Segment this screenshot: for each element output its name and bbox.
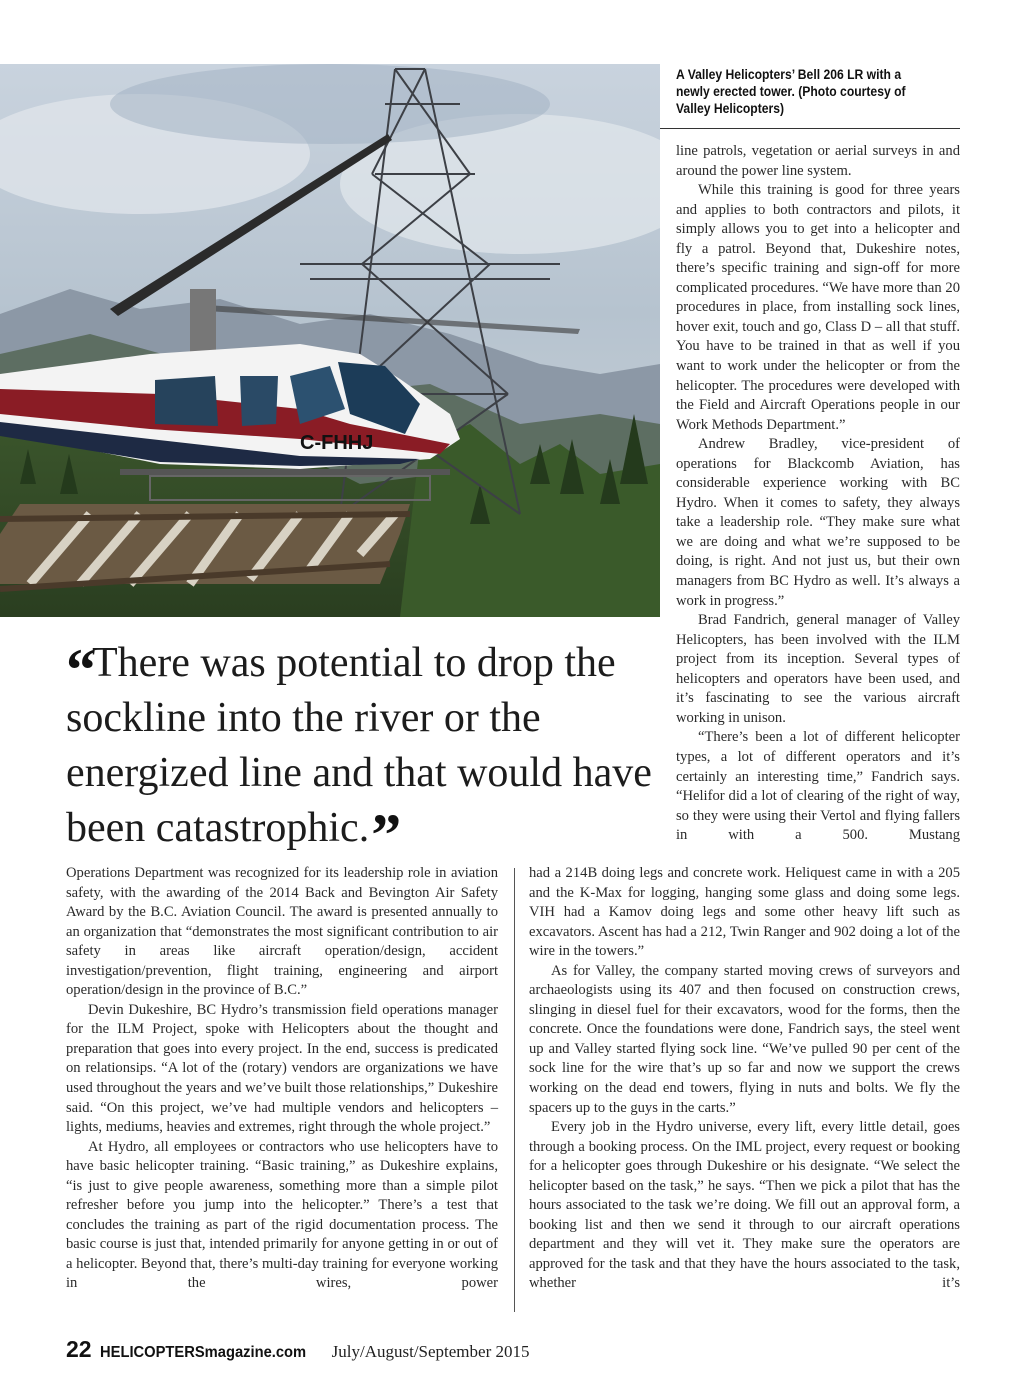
caption-divider (660, 128, 960, 129)
page-footer (66, 1336, 530, 1370)
paragraph: Operations Department was recognized for its leadership role in aviation safety, with the awarding of the 2014 Back and Bevington Air Safety Award by the B.C. Aviation Council. The award is presented annually to an organization that “demonstrates the most significant contribution to air safety in areas like aircraft operation/design, accident investigation/prevention, flight training, engineering and airport operation/design in the province of B.C.” (66, 865, 498, 999)
photo-caption: A Valley Helicopters’ Bell 206 LR with a newly erected tower. (Photo courtesy of Valley Helicopters) (676, 67, 906, 116)
paragraph: had a 214B doing legs and concrete work. Heliquest came in with a 205 and the K-Max for logging, hanging some glass and doing some legs. VIH had a Kamov doing legs and some other heavy lift such as excavators. Ascent has had a 212, Twin Ranger and 902 doing a lot of the wire in the towers.” (529, 865, 960, 960)
paragraph: At Hydro, all employees or contractors who use helicopters have to have basic helicopter training. “Basic training,” as Dukeshire explains, “is just to give people awareness, something more than a simple pilot refresher before you jump into the helicopter.” There’s a test that concludes the training as part of the rigid documentation process. The basic course is just that, intended primarily for anyone getting in or out of a helicopter. Beyond that, there’s multi-day training for everyone working in the wires, power (66, 1138, 498, 1292)
paragraph: “There’s been a lot of different helicopter types, a lot of different operators and it’s certainly an interesting time,” Fandrich says. “Helifor did a lot of clearing of the right of way, so they were using their Vertol and flying fallers in with a 500. Mustang (676, 729, 960, 844)
page-number: 22 (66, 1336, 92, 1362)
column-divider (514, 868, 515, 1312)
pull-quote-text: There was potential to drop the sockline into the river or the energized line and that would have been catastrophic. (66, 640, 652, 851)
helicopter-photo (0, 64, 660, 617)
paragraph: Every job in the Hydro universe, every lift, every little detail, goes through a booking process. On the IML project, every request or booking for a helicopter goes through Dukeshire or his designate. “We select the helicopter based on the task,” he says. “Then we pick a pilot that has the hours associated to the task we’re doing. We fill out an approval form, a booking list and then we send it through to our aircraft operations department and they will vet it. They make sure the operators are approved for the task and that they have the hours associated to the task, whether it’s (529, 1119, 960, 1292)
paragraph: Andrew Bradley, vice-president of operations for Blackcomb Aviation, has considerable experience working with BC Hydro. When it comes to safety, they always take a leadership role. “They make sure what we are doing and what we’re supposed to be doing, is right. And not just us, but their own managers from BC Hydro as well. It’s always a work in progress.” (676, 436, 960, 609)
paragraph: While this training is good for three years and applies to both contractors and pilots, it simply allows you to get into a helicopter and fly a patrol. Beyond that, Dukeshire notes, there’s specific training and sign-off for more complicated procedures. “We have more than 20 procedures in place, from installing sock lines, hover exit, touch and go, Class D – all that stuff. You have to be trained in that as well if you want to work under the helicopter or from the helicopter. The procedures were developed with the Field and Aircraft Operations people in our Work Methods Department.” (676, 182, 960, 433)
left-column-text (66, 864, 498, 1294)
issue-date: July/August/September 2015 (331, 1342, 530, 1361)
right-column-text (676, 142, 960, 846)
close-quote-mark: ” (371, 802, 394, 868)
paragraph: line patrols, vegetation or aerial surveys in and around the power line system. (676, 143, 960, 179)
helicopter-registration: C-FHHJ (300, 432, 374, 454)
paragraph: Devin Dukeshire, BC Hydro’s transmission field operations manager for the ILM Project, spoke with Helicopters about the thought and preparation that goes into every project. In the end, success is predicated on relationsips. “A lot of the (rotary) vendors are organizations we have used throughout the years and we’ve built those relationships,” Dukeshire said. “On this project, we’ve had multiple vendors and helicopters – lights, mediums, heavies and extremes, right through the whole project.” (66, 1001, 498, 1136)
open-quote-mark: “ (66, 637, 88, 703)
paragraph: As for Valley, the company started moving crews of surveyors and archaeologists using its 407 and then focused on construction crews, slinging in diesel fuel for their excavators, wood for the forms, then the concrete. Once the foundations were done, Fandrich says, the steel went up and Valley started flying sock line. “We’ve pulled 90 per cent of the sock line for the wire that’s up so far and now we support the crews working on the dead end towers, flying in nuts and bolts. We fly the spacers up to the guys in the carts.” (529, 962, 960, 1116)
wide-right-column-text (529, 864, 960, 1294)
magazine-website: HELICOPTERSmagazine.com (99, 1344, 306, 1361)
pull-quote (66, 636, 666, 868)
paragraph: Brad Fandrich, general manager of Valley Helicopters, has been involved with the ILM project from its inception. Several types of helicopters and operators have been used, and it’s fascinating to see the various aircraft working in unison. (676, 612, 960, 726)
